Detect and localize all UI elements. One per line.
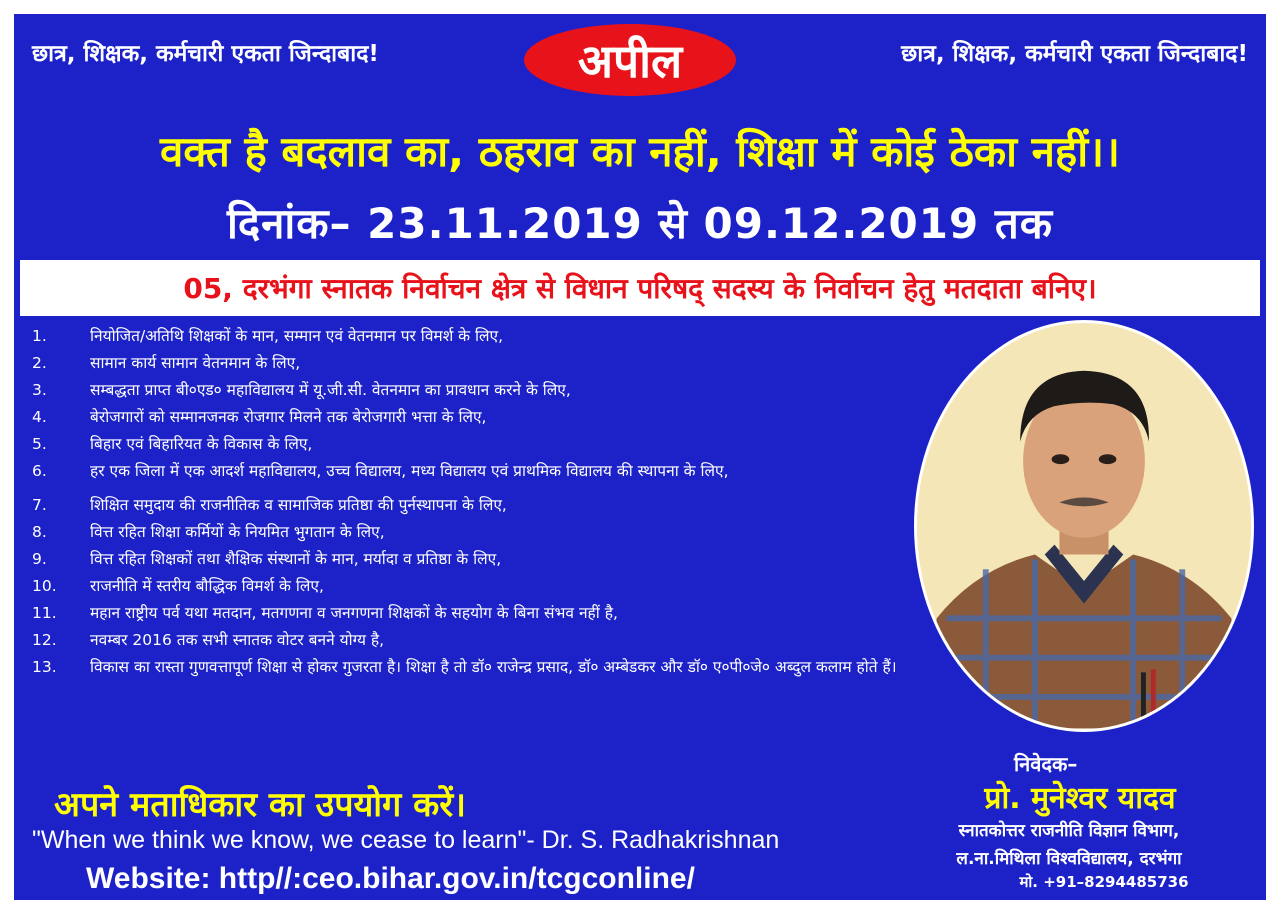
demands-list (32, 326, 922, 691)
website: Website: http//:ceo.bihar.gov.in/tcgconline/ (86, 862, 695, 895)
item-number: 13. (32, 658, 57, 676)
quote: "When we think we know, we cease to learn"- Dr. S. Radhakrishnan (32, 826, 780, 854)
item-number: 12. (32, 631, 57, 649)
item-number: 1. (32, 327, 47, 345)
item-number: 11. (32, 604, 57, 622)
item-number: 7. (32, 496, 47, 514)
item-text: राजनीति में स्तरीय बौद्धिक विमर्श के लिए, (90, 577, 324, 595)
constituency-banner: 05, दरभंगा स्नातक निर्वाचन क्षेत्र से विधान परिषद् सदस्य के निर्वाचन हेतु मतदाता बनिए। (20, 260, 1260, 316)
appeal-badge: अपील (524, 24, 736, 96)
list-item (32, 603, 922, 623)
headline: वक्त है बदलाव का, ठहराव का नहीं, शिक्षा में कोई ठेका नहीं।। (160, 127, 1120, 176)
item-text: महान राष्ट्रीय पर्व यथा मतदान, मतगणना व जनगणना शिक्षकों के सहयोग के बिना संभव नहीं है, (90, 604, 618, 622)
list-item (32, 380, 922, 400)
candidate-name: प्रो. मुनेश्वर यादव (984, 781, 1176, 816)
item-text: वित्त रहित शिक्षकों तथा शैक्षिक संस्थानों के मान, मर्यादा व प्रतिष्ठा के लिए, (90, 550, 502, 568)
phone-number: मो. +91–8294485736 (1019, 873, 1189, 891)
list-item (32, 576, 922, 596)
list-item (32, 326, 922, 346)
list-item (32, 657, 922, 684)
item-text: नवम्बर 2016 तक सभी स्नातक वोटर बनने योग्य है, (90, 631, 385, 649)
department: स्नातकोत्तर राजनीति विज्ञान विभाग, (958, 821, 1180, 841)
item-text: नियोजित/अतिथि शिक्षकों के मान, सम्मान एवं वेतनमान पर विमर्श के लिए, (90, 327, 504, 345)
item-text: विकास का रास्ता गुणवत्तापूर्ण शिक्षा से होकर गुजरता है। शिक्षा है तो डॉ० राजेन्द्र प्रसाद, डॉ० अम्बेडकर और डॉ० ए०पी०जे० अब्दुल कलाम होते हैं। (90, 658, 897, 676)
item-text: बेरोजगारों को सम्मानजनक रोजगार मिलने तक बेरोजगारी भत्ता के लिए, (90, 408, 487, 426)
item-number: 2. (32, 354, 47, 372)
item-number: 5. (32, 435, 47, 453)
candidate-photo (914, 320, 1254, 732)
item-number: 10. (32, 577, 57, 595)
slogan-right: छात्र, शिक्षक, कर्मचारी एकता जिन्दाबाद! (901, 41, 1248, 67)
list-item (32, 353, 922, 373)
vote-call: अपने मताधिकार का उपयोग करें। (54, 785, 466, 825)
poster (12, 12, 1268, 902)
item-text: हर एक जिला में एक आदर्श महाविद्यालय, उच्च विद्यालय, मध्य विद्यालय एवं प्राथमिक विद्यालय की स्थापना के लिए, (90, 462, 729, 480)
petitioner-label: निवेदक– (1014, 752, 1078, 776)
item-number: 6. (32, 462, 47, 480)
item-text: सम्बद्धता प्राप्त बी०एड० महाविद्यालय में यू.जी.सी. वेतनमान का प्रावधान करने के लिए, (90, 381, 571, 399)
item-number: 4. (32, 408, 47, 426)
slogan-left: छात्र, शिक्षक, कर्मचारी एकता जिन्दाबाद! (32, 41, 379, 67)
item-number: 8. (32, 523, 47, 541)
list-item (32, 495, 922, 515)
list-item (32, 461, 922, 488)
item-number: 3. (32, 381, 47, 399)
item-text: बिहार एवं बिहारियत के विकास के लिए, (90, 435, 313, 453)
list-item (32, 630, 922, 650)
list-item (32, 522, 922, 542)
date-line: दिनांक– 23.11.2019 से 09.12.2019 तक (226, 199, 1054, 248)
list-item (32, 434, 922, 454)
item-text: सामान कार्य सामान वेतनमान के लिए, (90, 354, 301, 372)
list-item (32, 549, 922, 569)
item-text: शिक्षित समुदाय की राजनीतिक व सामाजिक प्रतिष्ठा की पुर्नस्थापना के लिए, (90, 496, 507, 514)
item-number: 9. (32, 550, 47, 568)
item-text: वित्त रहित शिक्षा कर्मियों के नियमित भुगतान के लिए, (90, 523, 385, 541)
list-item (32, 407, 922, 427)
university: ल.ना.मिथिला विश्वविद्यालय, दरभंगा (956, 849, 1182, 869)
portrait-illustration (917, 323, 1251, 729)
